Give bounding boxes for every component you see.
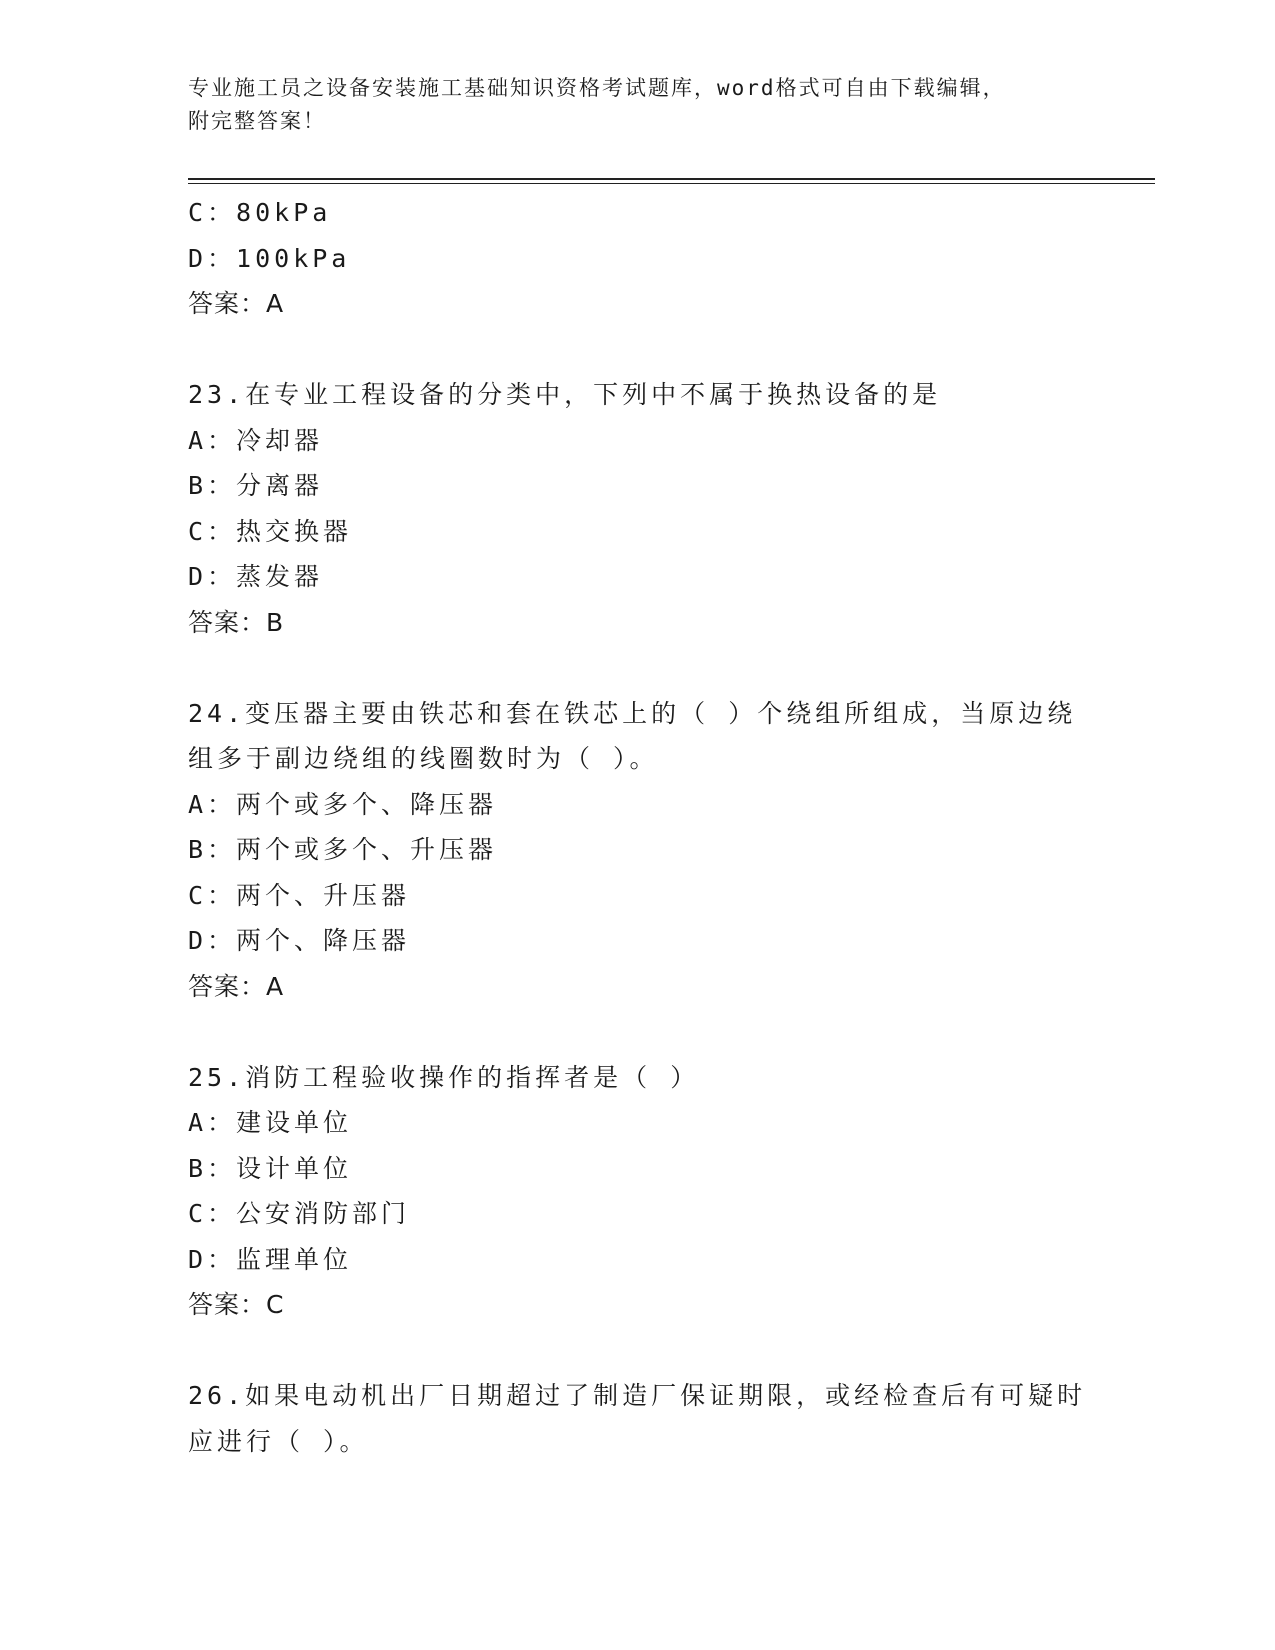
option-c: C：热交换器	[188, 516, 353, 546]
header-rule-thick	[188, 178, 1155, 180]
question-25	[188, 1055, 1088, 1328]
header-rule-thin	[188, 183, 1155, 184]
option-c: C：公安消防部门	[188, 1199, 411, 1228]
question-text-line-1: 24.变压器主要由铁芯和套在铁芯上的（ ）个绕组所组成，当原边绕	[188, 698, 1077, 728]
option-d: D：蒸发器	[188, 562, 324, 591]
header-line-2: 附完整答案！	[188, 109, 326, 133]
spacer	[188, 327, 1088, 373]
document-header	[188, 72, 1088, 138]
question-22-continued	[188, 190, 1088, 327]
option-b: B：两个或多个、升压器	[188, 835, 498, 864]
spacer	[188, 645, 1088, 691]
question-text-line-2: 应进行（ ）。	[188, 1426, 369, 1456]
header-line-1: 专业施工员之设备安装施工基础知识资格考试题库，word格式可自由下载编辑，	[188, 76, 1006, 100]
document-body	[188, 190, 1088, 1464]
option-a: A：建设单位	[188, 1108, 353, 1137]
question-26	[188, 1373, 1088, 1464]
option-b: B：分离器	[188, 471, 324, 500]
question-text-line-1: 26.如果电动机出厂日期超过了制造厂保证期限，或经检查后有可疑时	[188, 1381, 1087, 1410]
answer-label: 答案：A	[188, 971, 285, 1001]
question-text: 23.在专业工程设备的分类中，下列中不属于换热设备的是	[188, 380, 942, 409]
spacer	[188, 1328, 1088, 1374]
option-d: D：100kPa	[188, 243, 351, 273]
answer-label: 答案：A	[188, 289, 285, 318]
spacer	[188, 1009, 1088, 1055]
question-24	[188, 691, 1088, 1010]
answer-label: 答案：C	[188, 1290, 285, 1319]
option-c: C：80kPa	[188, 198, 332, 227]
question-text-line-2: 组多于副边绕组的线圈数时为（ ）。	[188, 744, 659, 773]
option-a: A：两个或多个、降压器	[188, 789, 498, 819]
option-a: A：冷却器	[188, 425, 324, 455]
option-c: C：两个、升压器	[188, 880, 411, 910]
question-23	[188, 372, 1088, 645]
question-text: 25.消防工程验收操作的指挥者是（ ）	[188, 1062, 700, 1092]
option-d: D：两个、降压器	[188, 926, 411, 955]
option-b: B：设计单位	[188, 1153, 353, 1183]
option-d: D：监理单位	[188, 1244, 353, 1274]
answer-label: 答案：B	[188, 607, 285, 637]
